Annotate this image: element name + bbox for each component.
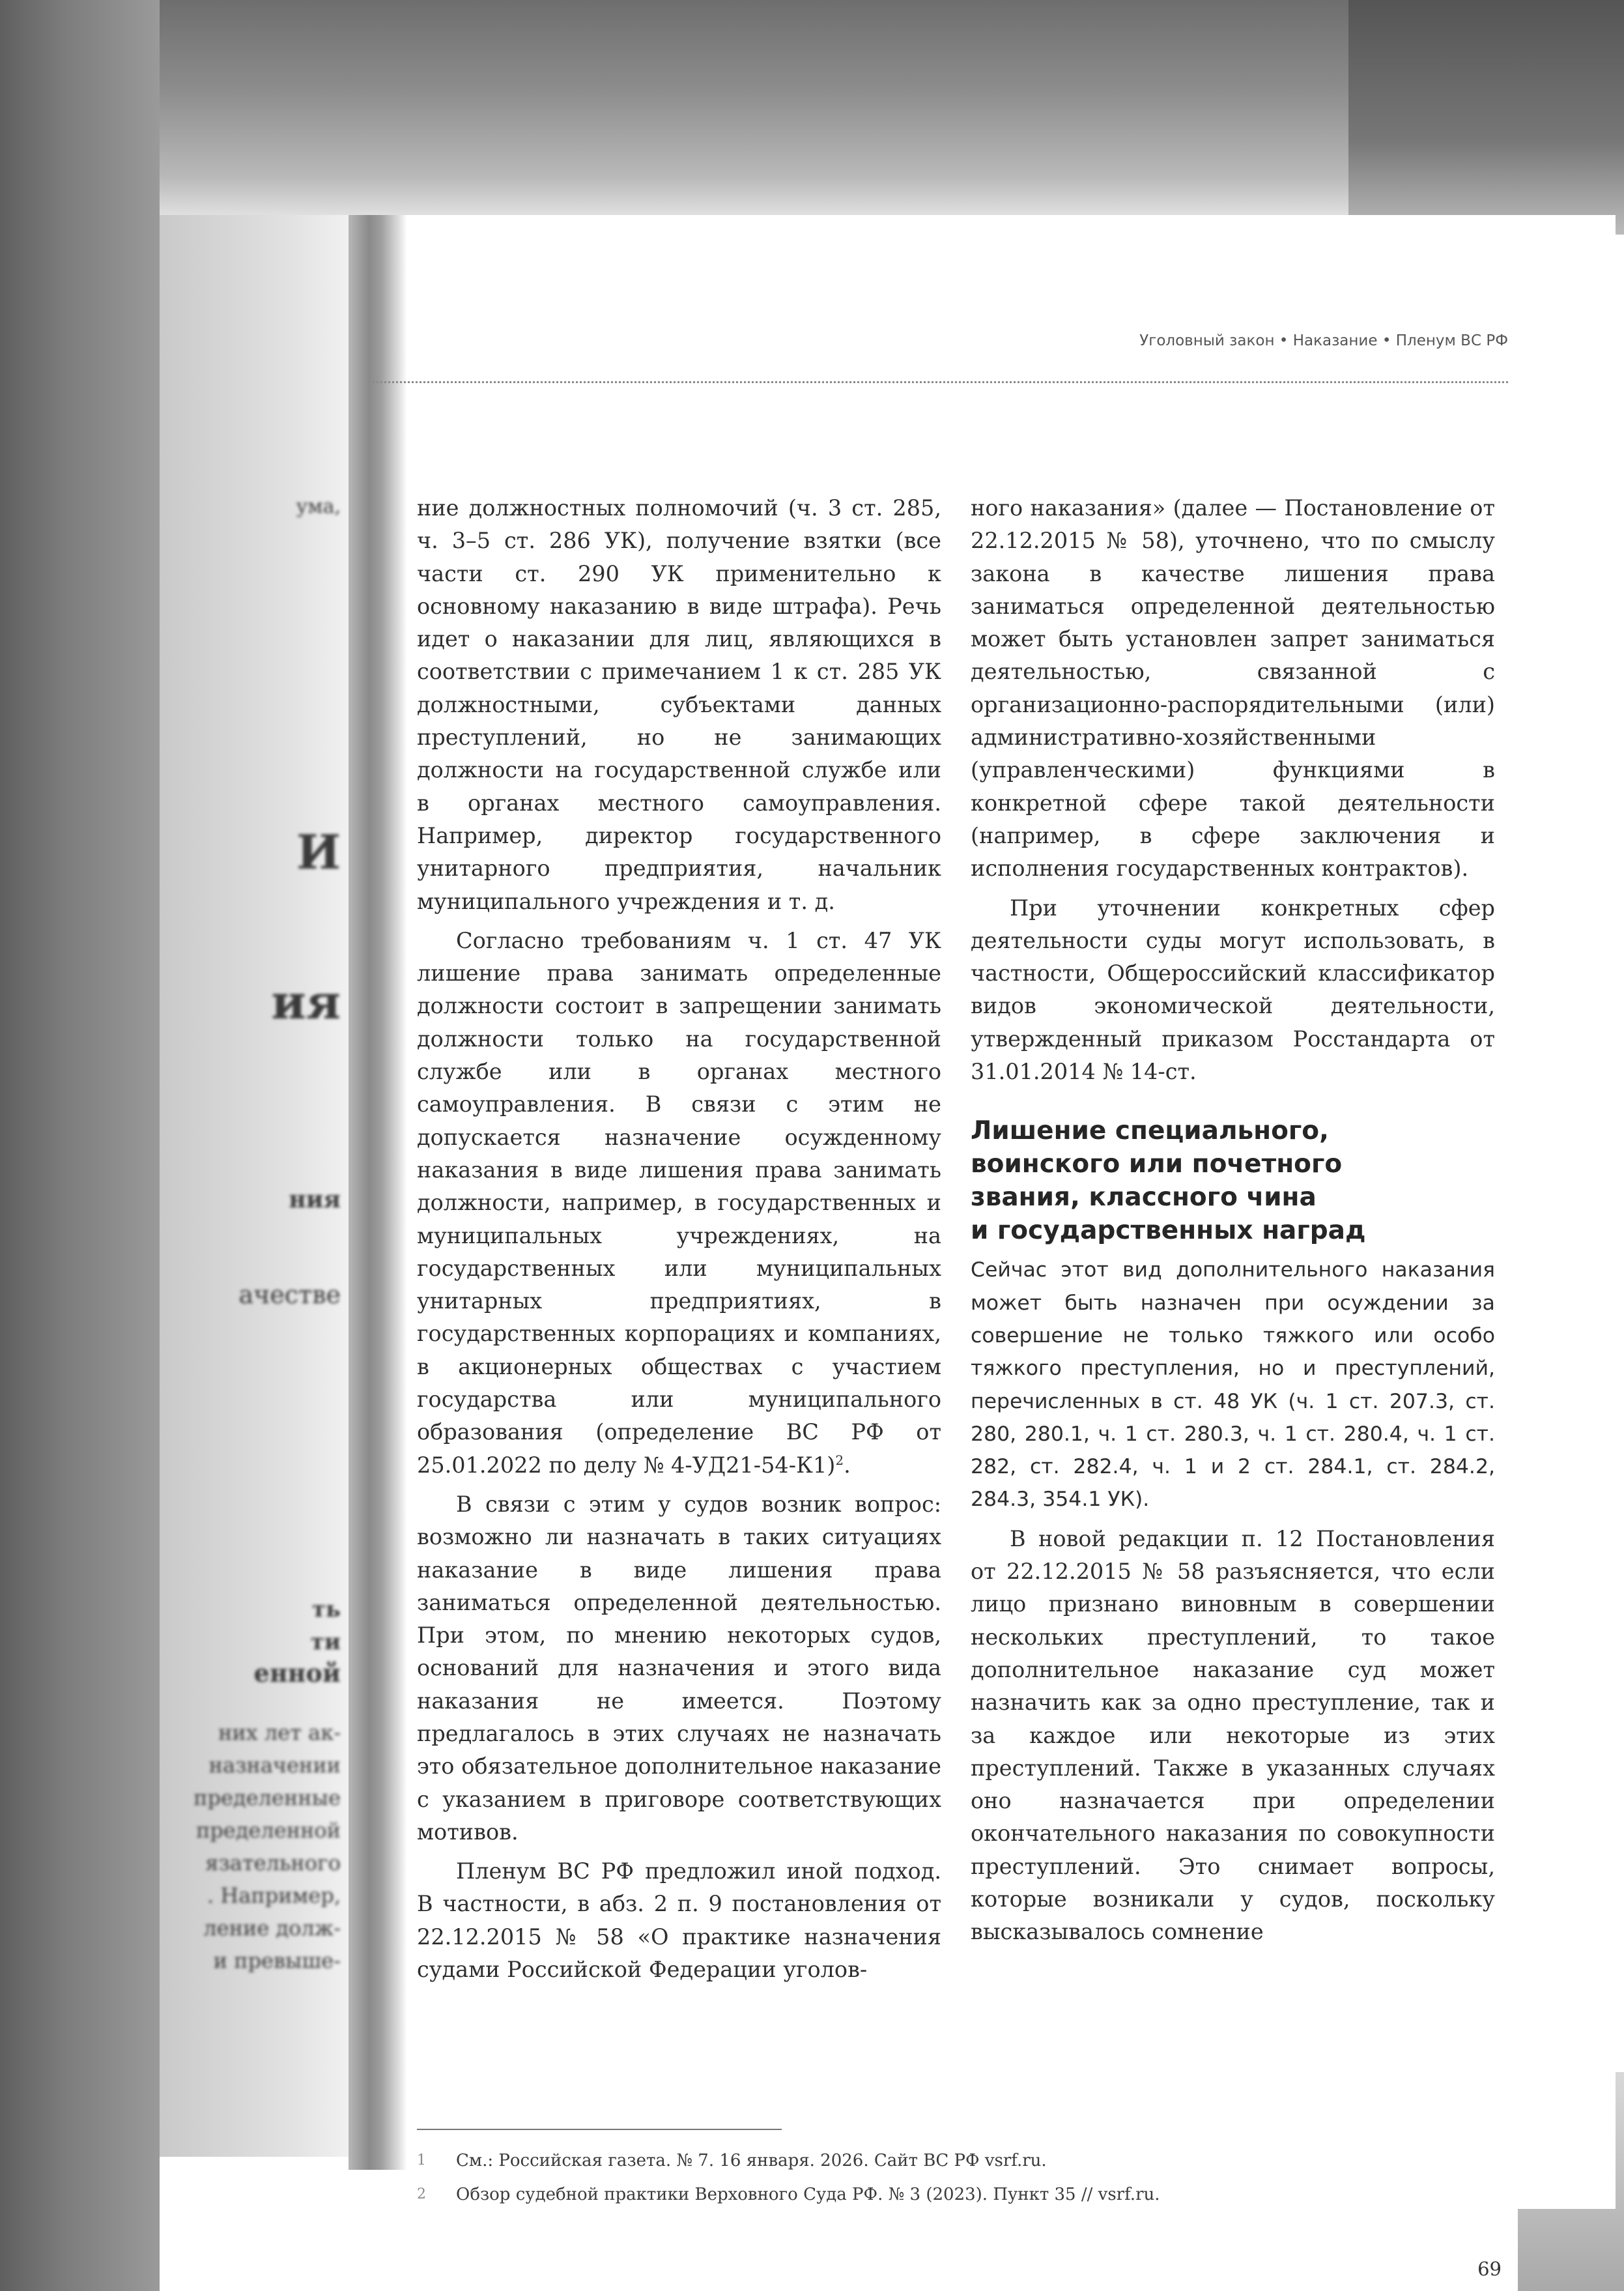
left-fragment: назначении [208,1753,341,1778]
footnote [417,2178,1485,2212]
paragraph: При уточнении конкретных сфер деятельности суды могут использовать, в частности, Общероссийский классификатор видов экономической деятельности, утвержденный приказом Росстандарта от 31.01.2014 № 14-ст. [971,895,1495,1085]
previous-page-edge [160,215,349,2157]
footnote-text: Обзор судебной практики Верховного Суда РФ. № 3 (2023). Пункт 35 // vsrf.ru. [456,2185,1160,2204]
running-head: Уголовный закон • Наказание • Пленум ВС РФ [1139,332,1508,349]
footnote [417,2144,1485,2178]
footnote-number: 1 [417,2152,426,2169]
paragraph: ного наказания» (далее — Постановление от 22.12.2015 № 58), уточнено, что по смыслу закона в качестве лишения права заниматься определенной деятельностью может быть установлен запрет заниматься деятельностью, связанной с организационно-распорядительными (или) административно-хозяйственными (управленческими) функциями в конкретной сфере такой деятельности (например, в сфере заключения и исполнения государственных контрактов). [971,495,1495,882]
page-number: 69 [1477,2258,1502,2280]
left-fragment: ть [311,1596,341,1622]
left-fragment: . Например, [207,1883,341,1908]
paragraph: В новой редакции п. 12 Постановления от 22.12.2015 № 58 разъясняется, что если лицо признано виновным в совершении нескольких преступлений, то такое дополнительное наказание суд может назначить как за одно преступление, так и за каждое или некоторые из этих преступлений. Также в указанных случаях оно назначается при определении окончательного наказания по совокупности преступлений. Это снимает вопросы, которые возникали у судов, поскольку высказывалось сомнение [971,1525,1495,1945]
text-column-left [417,492,941,1986]
left-fragment: ачестве [238,1280,341,1309]
paragraph: Пленум ВС РФ предложил иной подход. В частности, в абз. 2 п. 9 постановления от 22.12.2015 № 58 «О практике назначения судами Российской Федерации уголов- [417,1858,941,1983]
left-fragment: ния [289,1186,341,1213]
left-fragment: них лет ак- [218,1720,341,1745]
footnotes [417,2144,1485,2212]
header-divider [368,381,1508,383]
section-lead: Сейчас этот вид дополнительного наказания может быть назначен при осуждении за совершение не только тяжкого или особо тяжкого преступления, но и преступлений, перечисленных в ст. 48 УК (ч. 1 ст. 207.3, ст. 280, 280.1, ч. 1 ст. 280.3, ч. 1 ст. 280.4, ч. 1 ст. 282, ст. 282.4, ч. 1 и 2 ст. 284.1, ст. 284.2, 284.3, 354.1 УК). [971,1258,1495,1512]
footnote-ref: 2 [835,1452,844,1468]
left-fragment: ия [271,974,341,1030]
section-heading: Лишение специального, воинского или почетного звания, классного чина и государственных наград [971,1116,1366,1246]
left-fragment: пределенной [196,1818,341,1843]
left-fragment: язательного [205,1851,341,1875]
left-fragment: енной [253,1658,341,1688]
paragraph: ние должностных полномочий (ч. 3 ст. 285, ч. 3–5 ст. 286 УК), получение взятки (все части ст. 290 УК применительно к основному наказанию в виде штрафа). Речь идет о наказании для лиц, являющихся в соответствии с примечанием 1 к ст. 285 УК должностными, субъектами данных преступлений, но не занимающих должности на государственной службе или в органах местного самоуправления. Например, директор государственного унитарного предприятия, начальник муниципального учреждения и т. д. [417,495,941,914]
scanner-shadow-top-right [1348,0,1624,235]
book-gutter-shadow [349,215,407,2170]
left-fragment: ума, [296,495,341,518]
page [407,215,1616,2280]
left-fragment: пределенные [193,1785,341,1810]
left-fragment: ление долж- [203,1916,341,1940]
left-fragment: И [296,824,341,880]
left-fragment: и превыше- [213,1948,341,1973]
text-column-right [971,492,1495,1949]
left-fragment: ти [310,1629,341,1655]
paragraph: Согласно требованиям ч. 1 ст. 47 УК лишение права занимать определенные должности состоит в запрещении занимать должности только на государственной службе или в органах местного самоуправления. В связи с этим не допускается назначение осужденному наказания в виде лишения права занимать должности, например, в государственных и муниципальных учреждениях, на государственных или муниципальных унитарных предприятиях, в государственных корпорациях и компаниях, в акционерных обществах с участием государства или муниципального образования (определение ВС РФ от 25.01.2022 по делу № 4-УД21-54-К1)$^2$. [417,927,941,1478]
scanner-shadow-left [0,0,160,2291]
paragraph: В связи с этим у судов возник вопрос: возможно ли назначать в таких ситуациях наказание в виде лишения права заниматься определенной деятельностью. При этом, по мнению некоторых судов, оснований для назначения и этого вида наказания не имеется. Поэтому предлагалось в этих случаях не назначать это обязательное дополнительное наказание с указанием в приговоре соответствующих мотивов. [417,1491,941,1845]
footnote-number: 2 [417,2186,426,2202]
footnote-text: См.: Российская газета. № 7. 16 января. 2026. Сайт ВС РФ vsrf.ru. [456,2151,1047,2170]
footnote-divider [417,2129,782,2130]
